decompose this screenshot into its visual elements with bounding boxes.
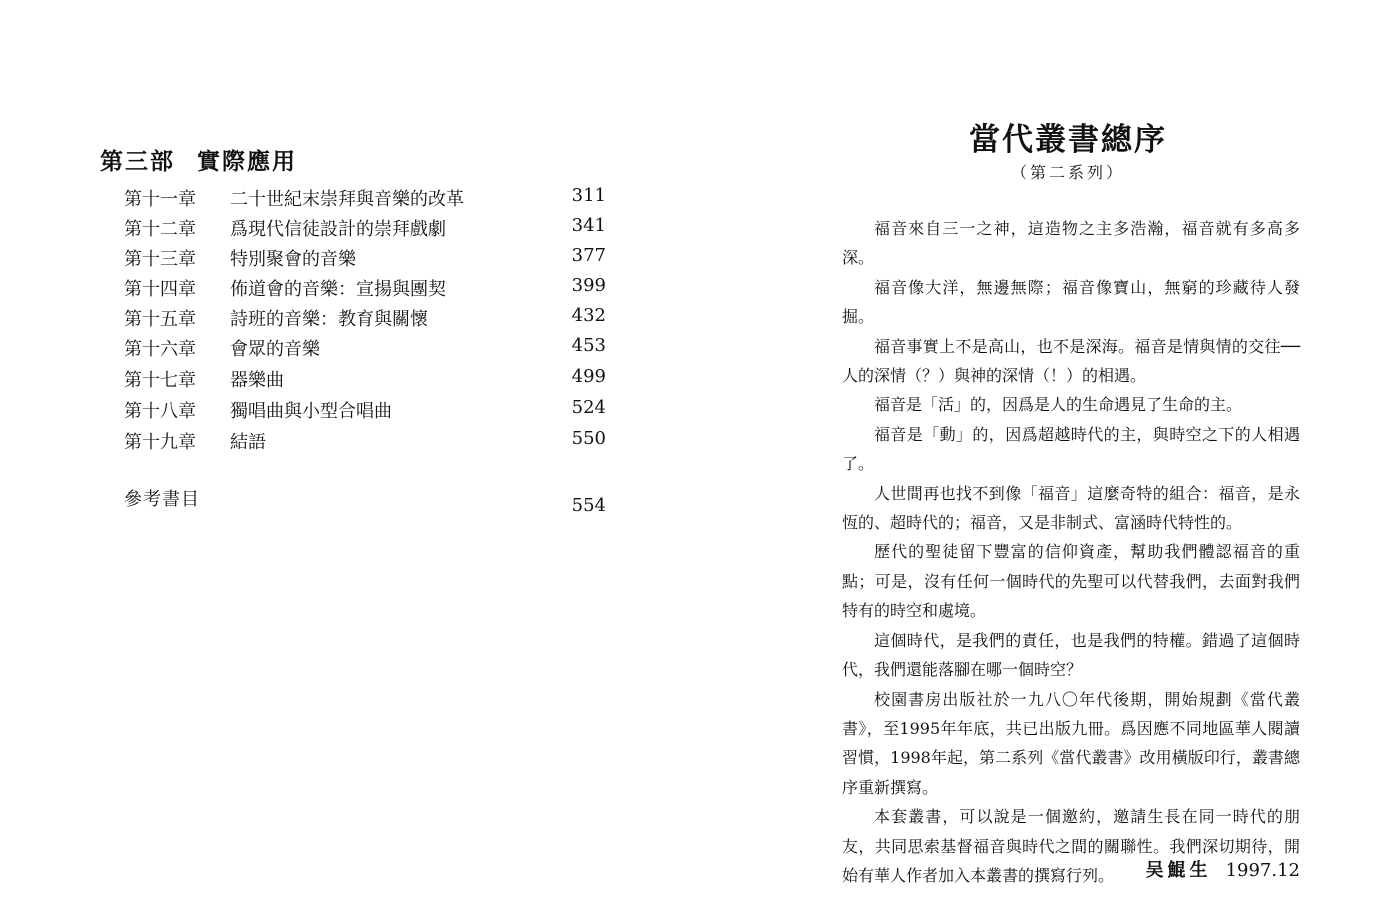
preface-paragraph: 歷代的聖徒留下豐富的信仰資產，幫助我們體認福音的重點；可是，沒有任何一個時代的先聖可以代替我們，去面對我們特有的時空和處境。 — [842, 542, 1300, 621]
chapter-title: 結語 — [230, 432, 266, 453]
toc-row — [0, 397, 700, 427]
toc-row — [0, 215, 700, 245]
chapter-number: 第十七章 — [124, 370, 196, 391]
chapter-page: 453 — [571, 335, 606, 356]
chapter-title: 二十世紀末崇拜與音樂的改革 — [230, 189, 464, 210]
preface-paragraph: 人世間再也找不到像「福音」這麼奇特的組合：福音，是永恆的、超時代的；福音，又是非制式、富涵時代特性的。 — [842, 483, 1300, 533]
chapter-title: 會眾的音樂 — [230, 339, 320, 360]
chapter-page: 399 — [571, 275, 606, 296]
chapter-number: 第十五章 — [124, 309, 196, 330]
preface-paragraph: 福音來自三一之神，這造物之主多浩瀚，福音就有多高多深。 — [842, 219, 1300, 268]
preface-paragraph: 福音是「活」的，因爲是人的生命遇見了生命的主。 — [874, 395, 1243, 415]
toc-row — [0, 275, 700, 305]
toc-row — [0, 335, 700, 365]
part-name: 實際應用 — [197, 148, 297, 175]
chapter-page: 524 — [571, 397, 606, 418]
toc-row — [0, 428, 700, 458]
chapter-title: 獨唱曲與小型合唱曲 — [230, 401, 392, 422]
preface-paragraph: 校園書房出版社於一九八〇年代後期，開始規劃《當代叢書》，至1995年年底，共已出版九冊。爲因應不同地區華人閱讀習慣，1998年起，第二系列《當代叢書》改用橫版印行，叢書總序重新撰寫。 — [842, 689, 1300, 797]
chapter-page: 499 — [571, 366, 606, 387]
part-heading — [100, 143, 297, 176]
bibliography-page: 554 — [571, 495, 606, 516]
preface-paragraph: 福音事實上不是高山，也不是深海。福音是情與情的交往──人的深情（？）與神的深情（！）的相遇。 — [842, 336, 1300, 386]
chapter-page: 377 — [571, 245, 606, 266]
preface-paragraph: 福音像大洋，無邊無際；福音像寶山，無窮的珍藏待人發掘。 — [842, 277, 1300, 327]
chapter-page: 311 — [571, 185, 606, 206]
chapter-number: 第十九章 — [124, 432, 196, 453]
toc-row — [0, 245, 700, 275]
toc-row — [0, 305, 700, 335]
chapter-number: 第十三章 — [124, 249, 196, 270]
chapter-page: 432 — [571, 305, 606, 326]
chapter-page: 341 — [571, 215, 606, 236]
chapter-page: 550 — [571, 428, 606, 449]
signature-name: 吴鯤生 — [1145, 860, 1212, 881]
preface-title: 當代叢書總序 — [969, 122, 1167, 158]
preface-paragraph: 這個時代，是我們的責任，也是我們的特權。錯過了這個時代，我們還能落腳在哪一個時空？ — [842, 630, 1300, 680]
chapter-number: 第十六章 — [124, 339, 196, 360]
toc-row — [0, 185, 700, 215]
signature-date: 1997.12 — [1225, 860, 1300, 881]
bibliography-label: 參考書目 — [124, 489, 200, 510]
chapter-title: 佈道會的音樂：宣揚與團契 — [230, 279, 446, 300]
preface-paragraph: 本套叢書，可以說是一個邀約，邀請生長在同一時代的朋友，共同思索基督福音與時代之間的關聯性。我們深切期待，開始有華人作者加入本叢書的撰寫行列。 — [842, 807, 1300, 885]
chapter-title: 器樂曲 — [230, 370, 284, 391]
preface-paragraph: 福音是「動」的，因爲超越時代的主，與時空之下的人相遇了。 — [842, 424, 1300, 474]
preface-subtitle: （第二系列） — [1010, 163, 1125, 182]
chapter-title: 特別聚會的音樂 — [230, 249, 356, 270]
chapter-number: 第十四章 — [124, 279, 196, 300]
chapter-number: 第十一章 — [124, 189, 196, 210]
chapter-title: 詩班的音樂：教育與關懷 — [230, 309, 428, 330]
chapter-title: 爲現代信徒設計的崇拜戲劇 — [230, 219, 446, 240]
chapter-number: 第十八章 — [124, 401, 196, 422]
toc-row — [0, 366, 700, 396]
part-label: 第三部 — [100, 148, 175, 175]
signature — [1080, 856, 1300, 882]
chapter-number: 第十二章 — [124, 219, 196, 240]
preface-body — [842, 214, 1300, 890]
